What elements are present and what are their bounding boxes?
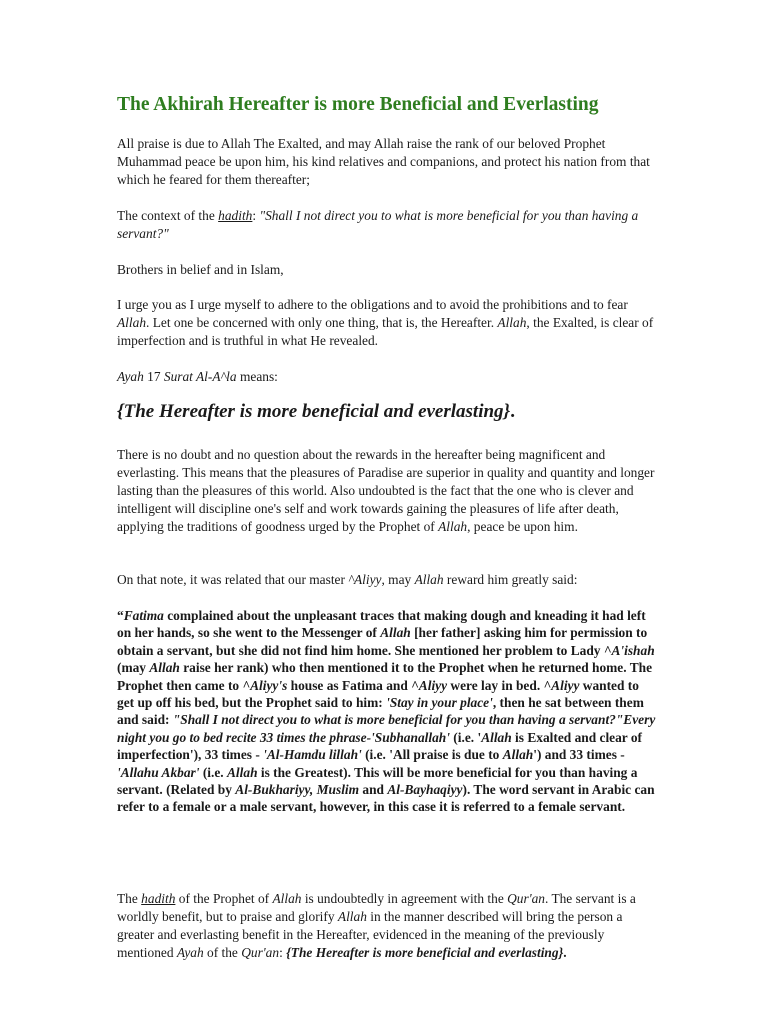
- urge-text-2: . Let one be concerned with only one thing, that is, the Hereafter.: [146, 315, 498, 330]
- allah-term: Allah: [414, 572, 444, 587]
- allah-term: Allah: [149, 660, 180, 676]
- quran-term: Qur'an: [241, 945, 280, 960]
- hadith-term: hadith: [141, 891, 176, 906]
- quran-verse-text: {The Hereafter is more beneficial and everlasting}: [117, 401, 511, 422]
- rewards-paragraph: [117, 446, 657, 536]
- aishah-term: ^A'ishah: [603, 642, 655, 658]
- allah-term: Allah: [481, 729, 512, 745]
- closing-text: The: [117, 891, 142, 906]
- aliyy-term: ^Aliyy: [543, 677, 580, 693]
- narration-text: (may: [117, 660, 150, 676]
- narration-text: house as Fatima and: [287, 677, 412, 693]
- intro-paragraph: All praise is due to Allah The Exalted, and may Allah raise the rank of our beloved Prophet Muhammad peace be upon him, his kind relatives and companions, and protect his nation from that which he feared for them thereafter;: [117, 136, 650, 187]
- hamdu-phrase: 'Al-Hamdu lillah': [263, 747, 362, 763]
- quran-verse-quote: {The Hereafter is more beneficial and everlasting}: [286, 945, 564, 960]
- context-quote: "Shall I not direct you to what is more beneficial for you than having a servant?": [117, 208, 639, 241]
- allah-term: Allah: [438, 519, 468, 534]
- allah-term: Allah: [380, 625, 411, 641]
- ayah-number: 17: [143, 369, 164, 384]
- closing-text: :: [279, 945, 287, 960]
- narration-text: , then he sat between them and said:: [117, 695, 644, 728]
- ayah-means: means:: [236, 369, 278, 384]
- narration-text: [her father] asking him for permission to obtain a servant, but she did not find him home. She mentioned her problem to Lady: [117, 625, 648, 658]
- closing-dot: .: [563, 945, 567, 960]
- akbar-phrase: 'Allahu Akbar': [117, 764, 200, 780]
- allah-term: Allah: [117, 315, 147, 330]
- narration-text: is the Greatest). This will be more beneficial for you than having a servant. (Related by: [117, 764, 638, 798]
- narration-text: ') and 33 times -: [533, 747, 625, 763]
- note-paragraph: [117, 571, 657, 589]
- shall-quote: "Shall I not direct you to what is more beneficial for you than having a servant?"Every night you go to bed recite 33 times the phrase-'Subhanallah': [117, 712, 656, 745]
- narrator-names: Al-Bayhaqiyy: [387, 782, 463, 798]
- narration-text: (i.e. 'All praise is due to: [361, 747, 503, 763]
- urge-paragraph: [117, 296, 657, 350]
- closing-text: in the manner described will bring the person a greater and everlasting benefit in the Hereafter, evidenced in the meaning of the previously mentioned: [117, 909, 623, 960]
- narration-text: and: [359, 782, 388, 798]
- surah-name: Surat Al-A^la: [163, 369, 237, 384]
- ayah-term: Ayah: [176, 945, 204, 960]
- quran-verse-dot: .: [510, 401, 515, 422]
- aliyy-term: ^Aliyy: [411, 677, 448, 693]
- quran-verse-heading: [117, 401, 515, 423]
- closing-text: of the Prophet of: [175, 891, 273, 906]
- context-colon: :: [252, 208, 260, 223]
- allah-term: Allah: [497, 315, 527, 330]
- context-lead: The context of the: [117, 208, 219, 223]
- fatima-term: Fatima: [123, 608, 164, 623]
- aliyy-term: ^Aliyy's: [242, 677, 288, 693]
- narration-text: raise her rank) who then mentioned it to the Prophet when he returned home. The Prophet then came to: [117, 660, 653, 693]
- context-paragraph: [117, 207, 657, 243]
- narrator-names: Al-Bukhariyy, Muslim: [235, 782, 360, 798]
- narration-text: complained about the unpleasant traces that making dough and kneading it had left on her hands, so she went to the Messenger of: [117, 608, 646, 641]
- closing-text: . The servant is a worldly benefit, but to praise and glorify: [117, 891, 636, 924]
- closing-paragraph: [117, 890, 657, 962]
- note-text-2: , may: [381, 572, 415, 587]
- allah-term: Allah: [502, 747, 534, 763]
- allah-term: Allah: [272, 891, 302, 906]
- open-quote: “: [117, 608, 124, 623]
- urge-text-1: I urge you as I urge myself to adhere to the obligations and to avoid the prohibitions and to fear: [117, 297, 628, 312]
- note-text-3: reward him greatly said:: [443, 572, 578, 587]
- ayah-reference: [117, 368, 657, 386]
- rewards-text-1: There is no doubt and no question about the rewards in the hereafter being magnificent and everlasting. This means that the pleasures of Paradise are superior in quality and quantity and longer lasting than the pleasures of this world. Also undoubted is the fact that the one who is clever and intelligent will discipline one's self and work towards gaining the pleasures of life after death, applying the traditions of goodness urged by the Prophet of: [117, 447, 655, 534]
- closing-text: of the: [203, 945, 242, 960]
- narration-text: is Exalted and clear of imperfection'), 33 times -: [117, 729, 643, 763]
- note-text-1: On that note, it was related that our master: [117, 572, 349, 587]
- quran-term: Qur'an: [507, 891, 545, 906]
- closing-text: is undoubtedly in agreement with the: [301, 891, 508, 906]
- allah-term: Allah: [337, 909, 367, 924]
- page-title: The Akhirah Hereafter is more Beneficial and Everlasting: [117, 94, 599, 115]
- rewards-text-2: , peace be upon him.: [467, 519, 578, 534]
- narration-text: wanted to get up off his bed, but the Prophet said to him:: [117, 677, 639, 711]
- urge-text-3: , the Exalted, is clear of imperfection and is truthful in what He revealed.: [117, 315, 654, 348]
- narration-paragraph: [117, 607, 657, 816]
- aliyy-term: ^Aliyy: [348, 572, 382, 587]
- hadith-term: hadith: [218, 208, 253, 223]
- narration-text: ). The word servant in Arabic can refer to a female or a male servant, however, in this case it is referred to a female servant.: [117, 782, 655, 815]
- ayah-term: Ayah: [117, 369, 144, 384]
- allah-term: Allah: [227, 764, 258, 780]
- greeting-paragraph: Brothers in belief and in Islam,: [117, 262, 284, 277]
- narration-text: (i.e. ': [449, 729, 482, 745]
- narration-text: were lay in bed.: [447, 677, 544, 693]
- stay-quote: 'Stay in your place': [386, 695, 493, 711]
- narration-text: (i.e.: [199, 764, 227, 780]
